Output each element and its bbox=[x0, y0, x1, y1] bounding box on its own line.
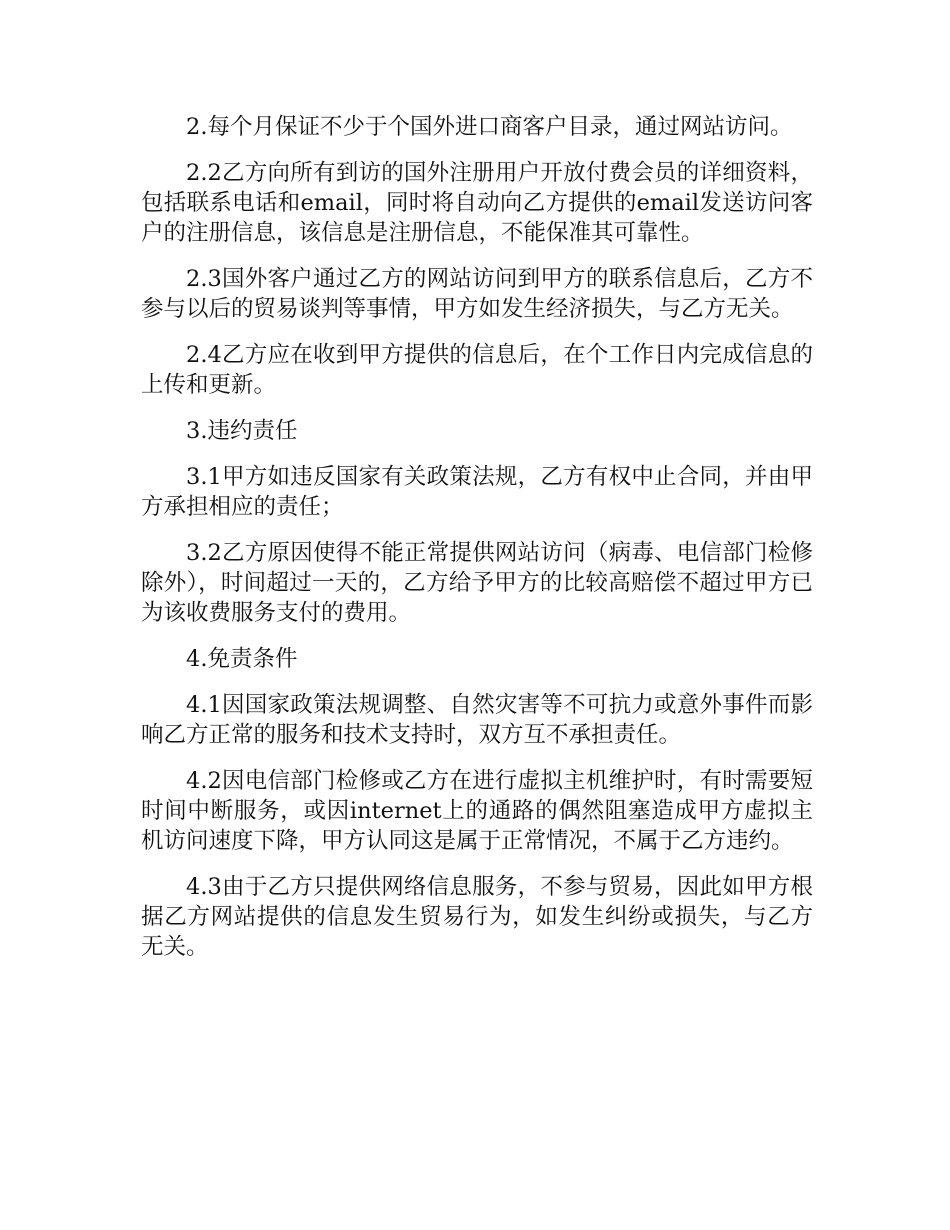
paragraph-4-3: 4.3由于乙方只提供网络信息服务，不参与贸易，因此如甲方根据乙方网站提供的信息发生贸易行为，如发生纠纷或损失，与乙方无关。 bbox=[141, 874, 813, 960]
paragraph-2-3: 2.3国外客户通过乙方的网站访问到甲方的联系信息后，乙方不参与以后的贸易谈判等事情，甲方如发生经济损失，与乙方无关。 bbox=[141, 266, 813, 322]
paragraph-2-4: 2.4乙方应在收到甲方提供的信息后，在个工作日内完成信息的上传和更新。 bbox=[141, 342, 813, 398]
paragraph-4-2: 4.2因电信部门检修或乙方在进行虚拟主机维护时，有时需要短时间中断服务，或因internet上的通路的偶然阻塞造成甲方虚拟主机访问速度下降，甲方认同这是属于正常情况，不属于乙方违约。 bbox=[141, 768, 813, 854]
section-heading-exemption-conditions: 4.免责条件 bbox=[186, 646, 298, 672]
paragraph-4-1: 4.1因国家政策法规调整、自然灾害等不可抗力或意外事件而影响乙方正常的服务和技术支持时，双方互不承担责任。 bbox=[141, 692, 813, 748]
paragraph-2-1: 2.每个月保证不少于个国外进口商客户目录，通过网站访问。 bbox=[186, 114, 793, 140]
paragraph-2-2: 2.2乙方向所有到访的国外注册用户开放付费会员的详细资料，包括联系电话和email，同时将自动向乙方提供的email发送访问客户的注册信息，该信息是注册信息，不能保准其可靠性。 bbox=[141, 160, 813, 246]
document-page bbox=[141, 112, 813, 978]
paragraph-3-2: 3.2乙方原因使得不能正常提供网站访问（病毒、电信部门检修除外），时间超过一天的，乙方给予甲方的比较高赔偿不超过甲方已为该收费服务支付的费用。 bbox=[141, 540, 813, 626]
section-heading-breach-liability: 3.违约责任 bbox=[186, 418, 298, 444]
paragraph-3-1: 3.1甲方如违反国家有关政策法规，乙方有权中止合同，并由甲方承担相应的责任； bbox=[141, 464, 813, 520]
